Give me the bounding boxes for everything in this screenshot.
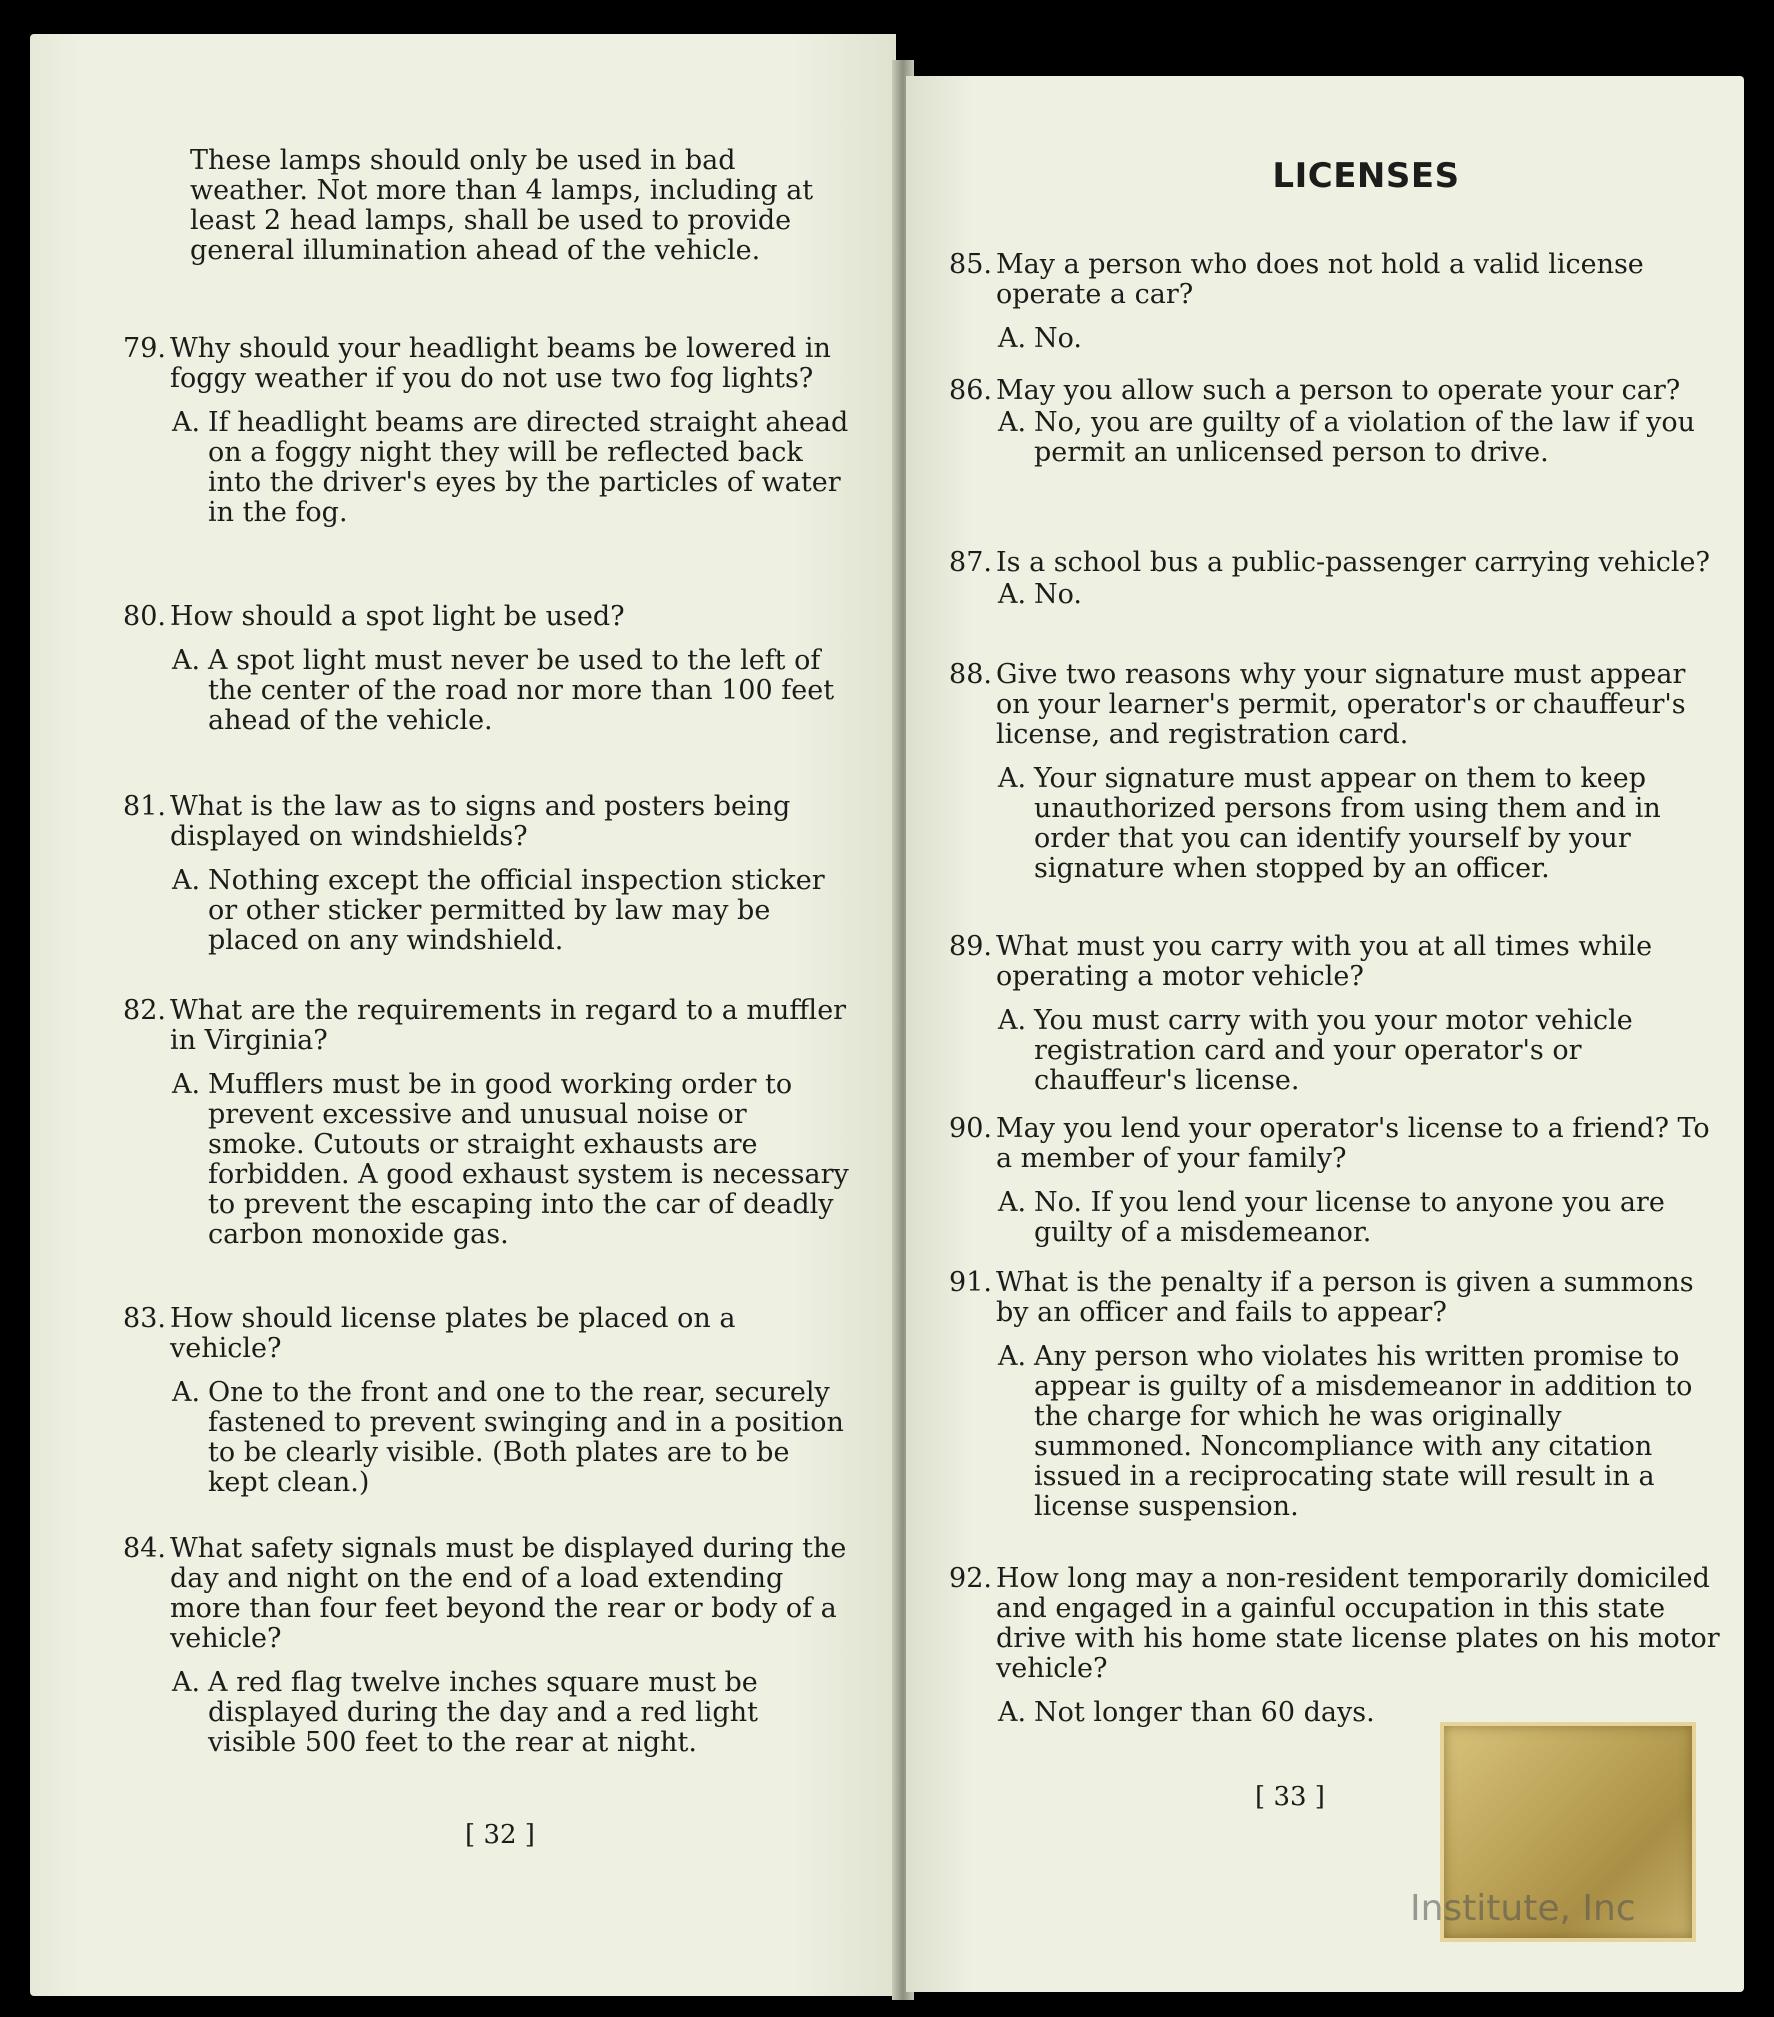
- question-item: [110, 996, 850, 1250]
- page-title: LICENSES: [1272, 156, 1460, 196]
- question-number: 82.: [123, 995, 166, 1026]
- answer-prefix: A.: [998, 1187, 1027, 1218]
- question-number: 86.: [949, 375, 992, 406]
- question-item: [936, 1114, 1726, 1248]
- answer-text: A spot light must never be used to the left of the center of the road nor more than 100 feet ahead of the vehicle.: [208, 645, 835, 736]
- question-number: 89.: [949, 931, 992, 962]
- answer-text: A red flag twelve inches square must be displayed during the day and a red light visible 500 feet to the rear at night.: [208, 1667, 758, 1758]
- question-item: [110, 334, 850, 528]
- answer-prefix: A.: [172, 1667, 201, 1698]
- answer-text: No, you are guilty of a violation of the law if you permit an unlicensed person to drive.: [1034, 407, 1695, 468]
- question-text: What safety signals must be displayed during the day and night on the end of a load extending more than four feet beyond the rear or body of a vehicle?: [170, 1533, 847, 1654]
- answer-prefix: A.: [172, 865, 201, 896]
- question-text: May a person who does not hold a valid license operate a car?: [996, 249, 1644, 310]
- question-item: [110, 1304, 850, 1498]
- question-number: 81.: [123, 791, 166, 822]
- question-item: [110, 1534, 850, 1758]
- question-number: 87.: [949, 547, 992, 578]
- answer-prefix: A.: [998, 763, 1027, 794]
- question-number: 90.: [949, 1113, 992, 1144]
- question-number: 79.: [123, 333, 166, 364]
- question-text: What is the law as to signs and posters being displayed on windshields?: [170, 791, 791, 852]
- question-number: 85.: [949, 249, 992, 280]
- page-number: [ 33 ]: [1255, 1782, 1325, 1812]
- question-text: May you allow such a person to operate your car?: [996, 375, 1681, 406]
- answer-text: One to the front and one to the rear, securely fastened to prevent swinging and in a position to be clearly visible. (Both plates are to be kept clean.): [208, 1377, 844, 1498]
- watermark-text: Institute, Inc: [1410, 1888, 1636, 1929]
- question-text: How should a spot light be used?: [170, 601, 625, 632]
- answer-text: No.: [1034, 323, 1082, 354]
- question-number: 92.: [949, 1563, 992, 1594]
- question-number: 91.: [949, 1267, 992, 1298]
- answer-text: Not longer than 60 days.: [1034, 1697, 1375, 1728]
- answer-text: Your signature must appear on them to keep unauthorized persons from using them and in order that you can identify yourself by your signature when stopped by an officer.: [1034, 763, 1661, 884]
- question-text: What are the requirements in regard to a muffler in Virginia?: [170, 995, 847, 1056]
- answer-text: No. If you lend your license to anyone you are guilty of a misdemeanor.: [1034, 1187, 1665, 1248]
- answer-prefix: A.: [172, 645, 201, 676]
- question-text: Is a school bus a public-passenger carrying vehicle?: [996, 547, 1710, 578]
- question-text: Give two reasons why your signature must appear on your learner's permit, operator's or chauffeur's license, and registration card.: [996, 659, 1686, 750]
- answer-prefix: A.: [998, 1005, 1027, 1036]
- question-text: What must you carry with you at all times while operating a motor vehicle?: [996, 931, 1653, 992]
- question-item: [936, 1268, 1726, 1522]
- answer-text: If headlight beams are directed straight ahead on a foggy night they will be reflected back into the driver's eyes by the particles of water in the fog.: [208, 407, 849, 528]
- answer-prefix: A.: [998, 323, 1027, 354]
- question-item: [936, 376, 1726, 468]
- question-text: What is the penalty if a person is given a summons by an officer and fails to appear?: [996, 1267, 1694, 1328]
- answer-prefix: A.: [998, 1341, 1027, 1372]
- question-text: How long may a non-resident temporarily domiciled and engaged in a gainful occupation in this state drive with his home state license plates on his motor vehicle?: [996, 1563, 1720, 1684]
- answer-prefix: A.: [172, 407, 201, 438]
- question-item: [110, 792, 850, 956]
- answer-text: Mufflers must be in good working order to prevent excessive and unusual noise or smoke. Cutouts or straight exhausts are forbidden. A good exhaust system is necessary to prevent the escaping into the car of deadly carbon monoxide gas.: [208, 1069, 849, 1250]
- answer-text: You must carry with you your motor vehicle registration card and your operator's or chauffeur's license.: [1034, 1005, 1633, 1096]
- question-number: 88.: [949, 659, 992, 690]
- question-text: How should license plates be placed on a vehicle?: [170, 1303, 736, 1364]
- question-number: 80.: [123, 601, 166, 632]
- question-number: 84.: [123, 1533, 166, 1564]
- question-number: 83.: [123, 1303, 166, 1334]
- page-number: [ 32 ]: [465, 1820, 535, 1850]
- continuation-text: These lamps should only be used in bad weather. Not more than 4 lamps, including at least 2 head lamps, shall be used to provide general illumination ahead of the vehicle.: [190, 145, 814, 266]
- answer-prefix: A.: [172, 1377, 201, 1408]
- question-item: [936, 660, 1726, 884]
- right-page: [906, 76, 1744, 1992]
- question-item: [936, 932, 1726, 1096]
- question-text: Why should your headlight beams be lowered in foggy weather if you do not use two fog lights?: [170, 333, 831, 394]
- answer-text: Nothing except the official inspection sticker or other sticker permitted by law may be placed on any windshield.: [208, 865, 825, 956]
- question-item: [936, 250, 1726, 354]
- question-item: [110, 602, 850, 736]
- left-page: [30, 34, 896, 1996]
- answer-prefix: A.: [998, 1697, 1027, 1728]
- question-text: May you lend your operator's license to a friend? To a member of your family?: [996, 1113, 1710, 1174]
- question-item: [936, 1564, 1726, 1728]
- question-item: [936, 548, 1726, 610]
- answer-prefix: A.: [998, 407, 1027, 438]
- answer-text: Any person who violates his written promise to appear is guilty of a misdemeanor in addition to the charge for which he was originally summoned. Noncompliance with any citation issued in a reciprocating state will result in a license suspension.: [1034, 1341, 1693, 1522]
- answer-prefix: A.: [172, 1069, 201, 1100]
- answer-prefix: A.: [998, 579, 1027, 610]
- answer-text: No.: [1034, 579, 1082, 610]
